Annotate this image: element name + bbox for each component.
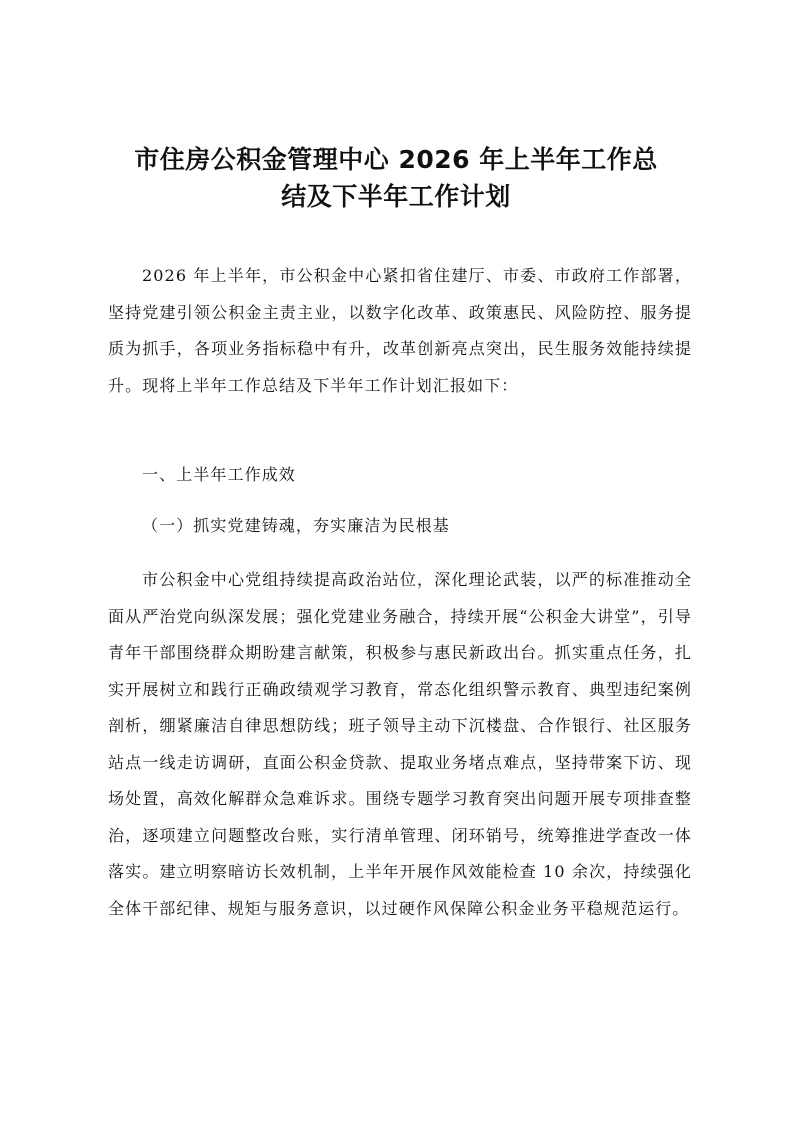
body-paragraph-1: 市公积金中心党组持续提高政治站位，深化理论武装，以严的标准推动全面从严治党向纵深发展；强化党建业务融合，持续开展“公积金大讲堂”，引导青年干部围绕群众期盼建言献策，积极参与惠民新政出台。抓实重点任务，扎实开展树立和践行正确政绩观学习教育，常态化组织警示教育、典型违纪案例剖析，绷紧廉洁自律思想防线；班子领导主动下沉楼盘、合作银行、社区服务站点一线走访调研，直面公积金贷款、提取业务堵点难点，坚持带案下访、现场处置，高效化解群众急难诉求。围绕专题学习教育突出问题开展专项排查整治，逐项建立问题整改台账，实行清单管理、闭环销号，统筹推进学查改一体落实。建立明察暗访长效机制，上半年开展作风效能检查 10 余次，持续强化全体干部纪律、规矩与服务意识，以过硬作风保障公积金业务平稳规范运行。 — [108, 570, 692, 918]
document-title-line-1: 市住房公积金管理中心 2026 年上半年工作总 — [134, 145, 658, 174]
section-heading-1: 一、上半年工作成效 — [142, 465, 296, 484]
document-title-line-2: 结及下半年工作计划 — [281, 182, 511, 211]
subsection-heading-1-1: （一）抓实党建铸魂，夯实廉洁为民根基 — [142, 516, 450, 535]
document-title — [96, 141, 696, 215]
intro-paragraph: 2026 年上半年，市公积金中心紧扣省住建厅、市委、市政府工作部署，坚持党建引领公积金主责主业，以数字化改革、政策惠民、风险防控、服务提质为抓手，各项业务指标稳中有升，改革创新亮点突出，民生服务效能持续提升。现将上半年工作总结及下半年工作计划汇报如下： — [108, 266, 692, 395]
